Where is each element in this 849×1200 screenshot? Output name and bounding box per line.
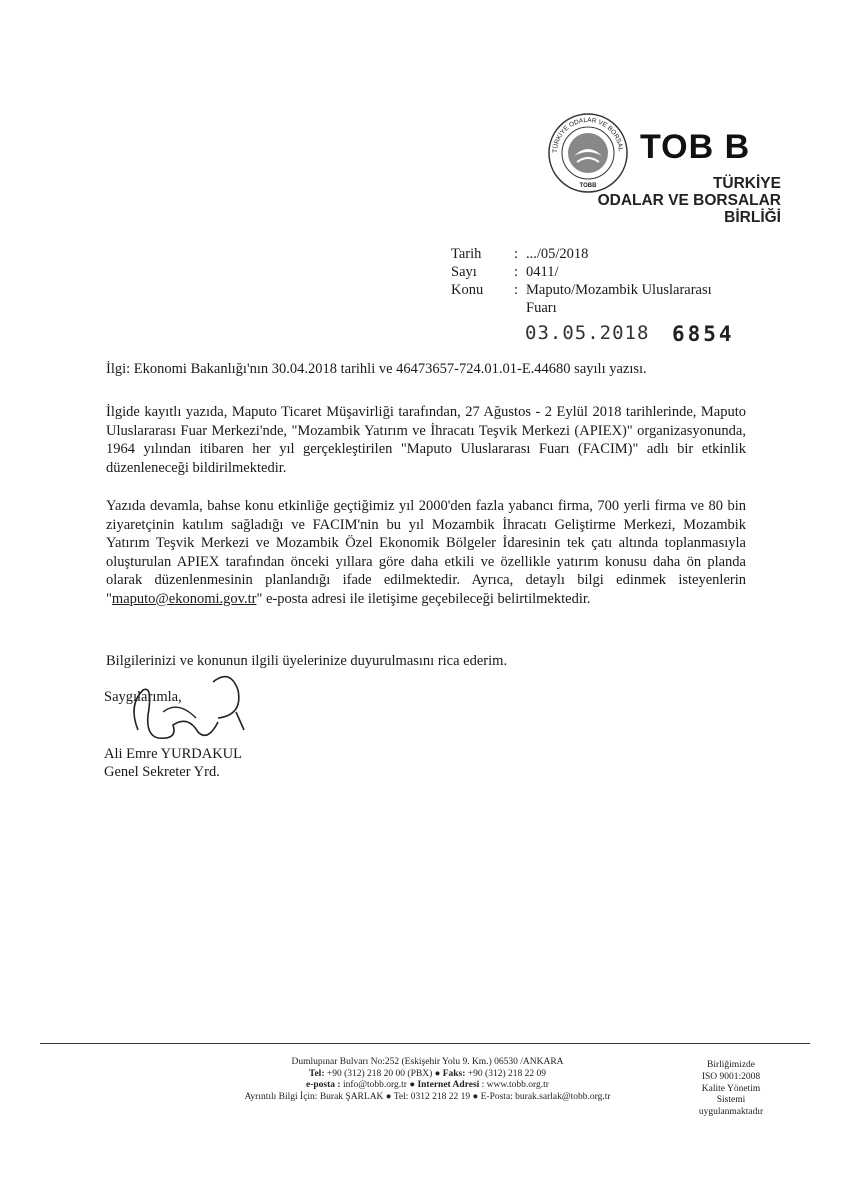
web-value[interactable]: : www.tobb.org.tr bbox=[479, 1080, 549, 1090]
organization-name bbox=[598, 175, 781, 226]
stamp-date: 03.05.2018 bbox=[525, 322, 650, 344]
paragraph-3: Bilgilerinizi ve konunun ilgili üyelerinize duyurulmasını rica ederim. bbox=[106, 653, 508, 669]
org-name-line2: ODALAR VE BORSALAR bbox=[597, 192, 781, 209]
footer-contact bbox=[180, 1057, 675, 1103]
iso-line-1: Birliğimizde bbox=[706, 1060, 756, 1070]
letter-meta bbox=[451, 245, 766, 317]
subject-label: Konu bbox=[451, 282, 484, 298]
tobb-logo-text: TOB B bbox=[640, 128, 751, 166]
date-colon: : bbox=[513, 246, 519, 262]
signer-name: Ali Emre YURDAKUL bbox=[104, 746, 242, 762]
subject-value bbox=[526, 281, 766, 317]
reference-line: İlgi: Ekonomi Bakanlığı'nın 30.04.2018 tarihli ve 46473657-724.01.01-E.44680 sayılı yazısı. bbox=[106, 361, 647, 377]
iso-line-2: ISO 9001:2008 bbox=[701, 1071, 761, 1082]
stamp-number: 6854 bbox=[672, 322, 735, 346]
subject-value-line1: Maputo/Mozambik Uluslararası bbox=[526, 282, 712, 298]
paragraph-2 bbox=[106, 497, 746, 608]
signer-title: Genel Sekreter Yrd. bbox=[104, 764, 220, 780]
date-value: .../05/2018 bbox=[526, 246, 589, 262]
footer-detail-contact: Ayrıntılı Bilgi İçin: Burak ŞARLAK ● Tel: 0312 218 22 19 ● E-Posta: burak.sarlak@tobb.org.tr bbox=[244, 1091, 611, 1102]
footer-web-line bbox=[180, 1080, 675, 1092]
email-label: e-posta : bbox=[306, 1080, 341, 1090]
tel-label: Tel: bbox=[309, 1068, 325, 1079]
meta-row-subject bbox=[451, 281, 766, 317]
footer-divider bbox=[40, 1043, 810, 1044]
iso-line-4: Sistemi bbox=[716, 1095, 746, 1106]
number-label: Sayı bbox=[451, 264, 477, 280]
meta-row-number bbox=[451, 263, 766, 281]
meta-row-date bbox=[451, 245, 766, 263]
web-label: Internet Adresi bbox=[417, 1080, 480, 1090]
paragraph-1: İlgide kayıtlı yazıda, Maputo Ticaret Müşavirliği tarafından, 27 Ağustos - 2 Eylül 2018 tarihlerinde, Maputo Uluslararası Fuar Merkezi'nde, "Mozambik Yatırım ve İhracatı Teşvik Merkezi (APIEX)" organizasyonunda, 1964 yılından itibaren her yıl gerçekleştirilen "Maputo Uluslararası Fuarı (FACIM)" adlı bir etkinlik düzenleneceği bildirilmektedir. bbox=[106, 404, 746, 476]
iso-line-3: Kalite Yönetim bbox=[701, 1083, 761, 1094]
iso-line-5: uygulanmaktadır bbox=[698, 1107, 764, 1118]
org-name-line1: TÜRKİYE bbox=[712, 175, 781, 192]
footer-phone-line bbox=[180, 1069, 675, 1081]
signer-block bbox=[104, 745, 242, 781]
footer-address: Dumlupınar Bulvarı No:252 (Eskişehir Yolu 9. Km.) 06530 /ANKARA bbox=[291, 1057, 564, 1067]
iso-certification-note bbox=[676, 1060, 786, 1119]
closing-salutation: Saygılarımla, bbox=[104, 689, 182, 705]
seal-bottom-text: TOBB bbox=[579, 183, 597, 189]
paragraph-2-text-b: " e-posta adresi ile iletişime geçebileceği belirtilmektedir. bbox=[256, 590, 591, 607]
org-name-line3: BİRLİĞİ bbox=[724, 209, 781, 226]
subject-colon: : bbox=[513, 282, 519, 298]
fax-value: +90 (312) 218 22 09 bbox=[465, 1068, 546, 1079]
paragraph-2-text-a: Yazıda devamla, bahse konu etkinliğe geçtiğimiz yıl 2000'den fazla yabancı firma, 700 yerli firma ve 80 bin ziyaretçinin katılım sağladığı ve FACIM'nin bu yıl Mozambik İhracatı Geliştirme Merkezi, Mozambik Yatırım Teşvik Merkezi ve Mozambik Özel Ekonomik Bölgeler İdaresinin tek çatı altında toplanmasıyla oluşturulan APIEX tarafından önceki yıllara göre daha etkili ve özellikle yatırım konusu daha ön planda olarak düzenlenmesinin planlandığı ifade edilmektedir. Ayrıca, detaylı bilgi edinmek isteyenlerin " bbox=[106, 498, 746, 607]
fax-label: Faks: bbox=[442, 1068, 466, 1079]
number-colon: : bbox=[513, 264, 519, 280]
email-link[interactable]: maputo@ekonomi.gov.tr bbox=[111, 590, 257, 607]
number-value: 0411/ bbox=[526, 264, 559, 280]
subject-value-line2: Fuarı bbox=[526, 300, 557, 316]
email-value[interactable]: info@tobb.org.tr ● bbox=[340, 1080, 418, 1090]
date-label: Tarih bbox=[451, 246, 482, 262]
tel-value: +90 (312) 218 20 00 (PBX) ● bbox=[324, 1068, 443, 1079]
seal-text: TÜRKİYE ODALAR VE BORSAL bbox=[551, 116, 624, 154]
